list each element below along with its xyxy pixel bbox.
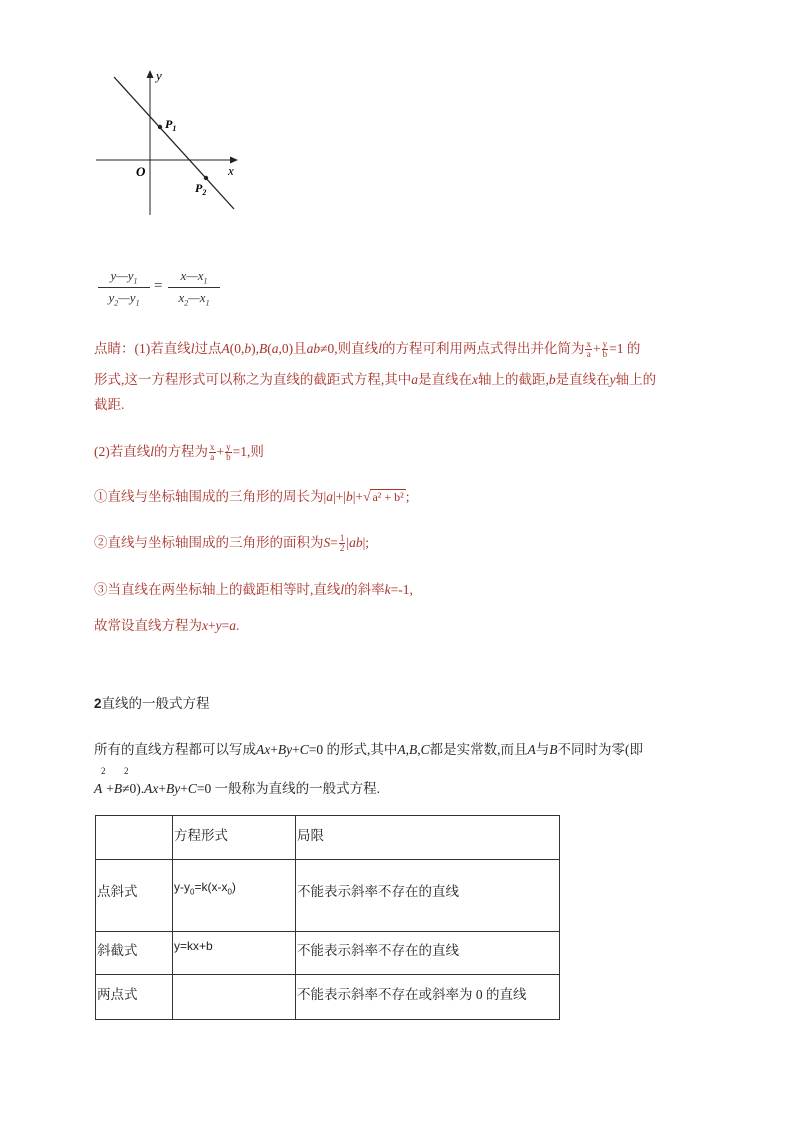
- point-p2: [204, 176, 208, 180]
- p1-label: $P_1$: [165, 117, 177, 133]
- equation-forms-table: [95, 815, 560, 1020]
- table-cell-limit: 不能表示斜率不存在的直线: [296, 932, 560, 975]
- section-sup-2b: 2: [124, 766, 129, 776]
- table-header-row: [96, 816, 560, 860]
- coordinate-graph: [90, 65, 250, 225]
- item-1: ①直线与坐标轴围成的三角形的周长为|a|+|b|+√ a² + b² ;: [94, 489, 410, 504]
- table-cell-form: $y-y_0=k(x-x_0)$: [173, 860, 296, 932]
- item-4: 故常设直线方程为x+y=a.: [94, 618, 240, 633]
- item-3: ③当直线在两坐标轴上的截距相等时,直线l的斜率k=-1,: [94, 582, 413, 597]
- note-line-3: 截距.: [94, 397, 125, 412]
- table-cell-form: y=kx+b: [173, 932, 296, 975]
- axis-x-label: x: [228, 163, 234, 178]
- formula-right: $x—x_1$ $x_2—x_1$: [168, 268, 220, 307]
- formula-left: $y—y_1$ $y_2—y_1$: [98, 268, 150, 307]
- item-2: ②直线与坐标轴围成的三角形的面积为S= $\frac{1}{2}$ |ab|;: [94, 533, 370, 554]
- table-header-cell: 局限: [296, 816, 560, 860]
- table-cell-limit: 不能表示斜率不存在的直线: [296, 860, 560, 932]
- origin-label: O: [136, 164, 146, 179]
- formula-equals: =: [154, 278, 163, 294]
- section-para-line-2: A +B≠0).Ax+By+C=0 一般称为直线的一般式方程.: [94, 781, 381, 796]
- section-heading: 2直线的一般式方程: [94, 696, 210, 711]
- point-p1: [158, 125, 162, 129]
- axis-y-label: y: [156, 68, 162, 83]
- note-line-1: 点睛：(1)若直线l过点A(0,b),B(a,0)且ab≠0,则直线l的方程可利用两点式得出并化简为 $\frac{x}{a}$ + $\frac{y}{b}$ =1 的: [94, 339, 641, 360]
- table-cell-name: 斜截式: [96, 932, 173, 975]
- note-line-2: 形式,这一方程形式可以称之为直线的截距式方程,其中a是直线在x轴上的截距,b是直线在y轴上的: [94, 372, 657, 387]
- table-row: [96, 975, 560, 1020]
- table-header-cell: 方程形式: [173, 816, 296, 860]
- note-label: 点睛：: [94, 341, 135, 356]
- table-cell-name: 两点式: [96, 975, 173, 1020]
- section-sup-2a: 2: [101, 766, 106, 776]
- table-cell-name: 点斜式: [96, 860, 173, 932]
- note2-line: (2)若直线l的方程为 $\frac{x}{a}$ + $\frac{y}{b}$ =1,则: [94, 442, 264, 463]
- table-row: [96, 932, 560, 975]
- p2-label: $P_2$: [195, 181, 207, 197]
- oblique-line: [114, 77, 234, 209]
- table-cell-limit: 不能表示斜率不存在或斜率为 0 的直线: [296, 975, 560, 1020]
- y-axis-arrow-icon: [147, 70, 154, 78]
- table-cell-form: [173, 975, 296, 1020]
- table-header-cell: [96, 816, 173, 860]
- table-row: [96, 860, 560, 932]
- section-para-line-1: 所有的直线方程都可以写成Ax+By+C=0 的形式,其中A,B,C都是实常数,而且A与B不同时为零(即: [94, 742, 644, 757]
